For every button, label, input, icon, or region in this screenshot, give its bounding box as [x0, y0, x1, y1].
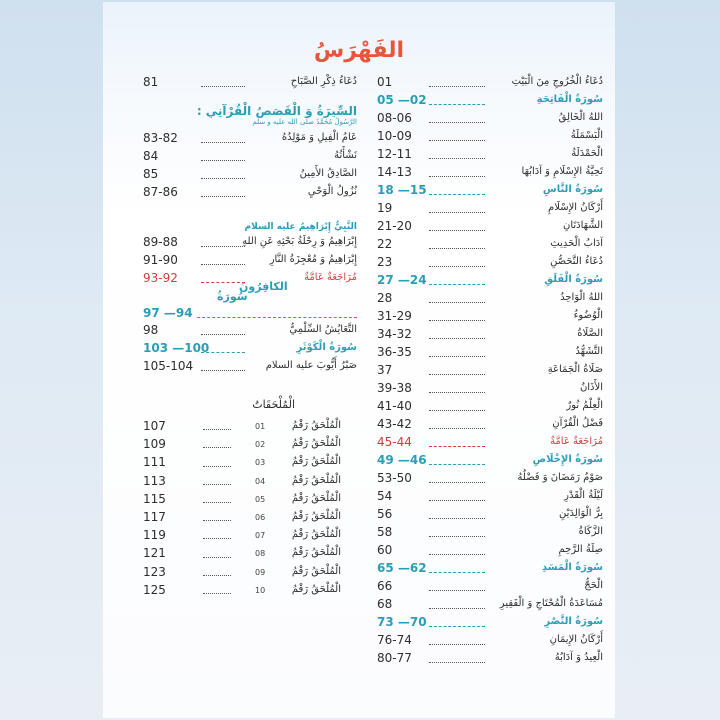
annex-row — [143, 453, 357, 471]
page-number: 05 —02 — [377, 93, 427, 107]
page-number: 01 — [377, 75, 393, 89]
sira-heading: السِّيرَةُ وَ الْقَصَصُ الْقُرْآنِي : — [196, 104, 357, 118]
toc-row — [371, 254, 603, 272]
toc-row — [371, 416, 603, 434]
page-number: 91-90 — [143, 253, 178, 267]
entry-title: سُورَةُ الإِخْلَاصِ — [532, 454, 603, 465]
kafirun-entry — [143, 280, 357, 322]
leader-dots — [429, 482, 485, 483]
kafirun-pages: 97 —94 — [143, 306, 193, 320]
sira-subheading: الرَّسُولُ مُحَمَّدٌ صلى الله عليه و سلم — [252, 118, 357, 126]
toc-row — [371, 110, 603, 128]
toc-row — [371, 308, 603, 326]
toc-row — [371, 146, 603, 164]
leader-dots — [201, 264, 245, 265]
page-number: 53-50 — [377, 471, 412, 485]
annex-number: 05 — [255, 494, 266, 504]
leader-dots — [429, 536, 485, 537]
page-title: الفَهْرَسُ — [313, 38, 405, 63]
entry-title: اللهُ الْخَالِقُ — [558, 112, 603, 123]
toc-row — [371, 506, 603, 524]
entry-title: مُرَاجَعَةٌ عَامَّةٌ — [550, 436, 603, 447]
annex-row — [143, 526, 357, 544]
entry-title: الْمُلْحَقُ رَقْمُ — [291, 565, 341, 577]
leader-dots — [429, 266, 485, 267]
entry-title: الْمُلْحَقُ رَقْمُ — [291, 583, 341, 595]
annex-number: 07 — [255, 531, 266, 541]
entry-title: سُورَةُ الْمَسَدِ — [541, 562, 603, 573]
page-number: 49 —46 — [377, 453, 427, 467]
leader-dots — [203, 466, 231, 467]
page-number: 28 — [377, 291, 393, 305]
leader-dots — [429, 140, 485, 141]
leader-dots — [201, 160, 245, 161]
entry-title: الْمُلْحَقُ رَقْمُ — [291, 547, 341, 559]
toc-row — [371, 326, 603, 344]
annex-number: 02 — [255, 440, 266, 450]
entry-title: سُورَةُ الْكَوْثَرِ — [296, 342, 357, 353]
annex-number: 06 — [255, 512, 266, 522]
toc-row — [371, 362, 603, 380]
page-number: 89-88 — [143, 235, 178, 249]
entry-title: لَيْلَةُ الْقَدْرِ — [564, 490, 603, 501]
toc-row — [143, 74, 357, 92]
kafirun-label-b: الكافِرُونَ — [239, 280, 288, 293]
leader-dots — [429, 230, 485, 231]
page-number: 107 — [143, 419, 166, 433]
page-number: 60 — [377, 543, 393, 557]
entry-title: سُورَةُ الْفَاتِحَةِ — [536, 94, 603, 105]
page-number: 08-06 — [377, 111, 412, 125]
leader-dots — [429, 590, 485, 591]
leader-dots — [201, 246, 245, 247]
entry-title: مُرَاجَعَةٌ عَامَّةٌ — [304, 272, 357, 283]
entry-title: نَشْأَتُهُ — [334, 150, 357, 161]
entry-title: فَضْلُ الْقُرْآنِ — [552, 418, 603, 429]
leader-dots — [429, 194, 485, 195]
entry-title: سُورَةُ النَّصْرِ — [544, 616, 603, 627]
page-number: 119 — [143, 528, 166, 543]
page-number: 121 — [143, 546, 166, 561]
leader-dots — [429, 518, 485, 519]
leader-dots — [201, 196, 245, 197]
entry-title: الْمُلْحَقُ رَقْمُ — [291, 529, 341, 541]
entry-title: إِبْرَاهِيمُ وَ مُعْجِزَةُ النَّارِ — [269, 254, 357, 265]
leader-dots — [429, 554, 485, 555]
leader-dots — [429, 608, 485, 609]
leader-dots — [429, 572, 485, 573]
toc-row — [371, 218, 603, 236]
toc-row — [371, 344, 603, 362]
page-number: 80-77 — [377, 651, 412, 665]
toc-row — [371, 632, 603, 650]
leader-dots — [429, 662, 485, 663]
page-number: 14-13 — [377, 165, 412, 179]
page-number: 115 — [143, 491, 166, 506]
entry-title: تَحِيَّةُ الإِسْلَامِ وَ آدَابُهَا — [521, 166, 603, 177]
entry-title: دُعَاءُ ذِكْرِ الصَّبَاحِ — [290, 76, 357, 87]
annex-row — [143, 472, 357, 490]
page-number: 31-29 — [377, 309, 412, 323]
page-number: 76-74 — [377, 633, 412, 647]
page-number: 81 — [143, 75, 159, 89]
page-number: 43-42 — [377, 417, 412, 431]
kafirun-leader — [197, 317, 357, 318]
annex-number: 10 — [255, 585, 266, 595]
leader-dots — [429, 86, 485, 87]
entry-title: الْبَسْمَلَةُ — [570, 130, 603, 141]
page-number: 84 — [143, 149, 159, 163]
page-number: 21-20 — [377, 219, 412, 233]
toc-left-column — [143, 74, 357, 599]
page-number: 58 — [377, 525, 393, 539]
page-number: 117 — [143, 509, 166, 524]
annex-number: 01 — [255, 422, 266, 431]
leader-dots — [429, 464, 485, 465]
leader-dots — [429, 338, 485, 339]
leader-dots — [201, 352, 245, 353]
leader-dots — [201, 370, 245, 371]
leader-dots — [429, 410, 485, 411]
toc-right-column — [371, 74, 603, 668]
page-number: 125 — [143, 582, 166, 597]
leader-dots — [429, 356, 485, 357]
toc-row — [371, 524, 603, 542]
leader-dots — [429, 212, 485, 213]
leader-dots — [203, 429, 231, 430]
entry-title: التَّشَهُّدُ — [575, 346, 603, 357]
leader-dots — [429, 500, 485, 501]
page-number: 22 — [377, 237, 393, 251]
entry-title: الْمُلْحَقُ رَقْمُ — [291, 438, 341, 450]
page-number: 73 —70 — [377, 615, 427, 629]
leader-dots — [203, 557, 231, 558]
toc-row — [371, 470, 603, 488]
entry-title: الْمُلْحَقُ رَقْمُ — [291, 510, 341, 522]
entry-title: صِلَةُ الرَّحِمِ — [558, 544, 603, 555]
entry-title: أَرْكَانُ الإِيمَانِ — [549, 634, 603, 645]
entry-title: إِبْرَاهِيمُ وَ رِحْلَةُ بَحْثِهِ عَنِ اللهِ — [242, 236, 357, 247]
entry-title: الأَذَانُ — [579, 382, 603, 393]
leader-dots — [201, 86, 245, 87]
page-number: 113 — [143, 473, 166, 488]
page-number: 19 — [377, 201, 393, 215]
toc-row — [371, 74, 603, 92]
toc-row — [371, 128, 603, 146]
toc-row — [143, 130, 357, 148]
annex-heading: الْمُلْحَقَاتُ — [252, 398, 295, 411]
leader-dots — [203, 447, 231, 448]
leader-dots — [203, 575, 231, 576]
toc-row — [371, 236, 603, 254]
leader-dots — [201, 178, 245, 179]
entry-title: الْمُلْحَقُ رَقْمُ — [291, 420, 341, 431]
toc-row — [371, 380, 603, 398]
page-number: 105-104 — [143, 359, 194, 373]
toc-surah-row — [143, 340, 357, 358]
annex-number: 03 — [255, 458, 266, 468]
leader-dots — [429, 644, 485, 645]
page-number: 56 — [377, 507, 393, 521]
toc-row — [371, 164, 603, 182]
toc-surah-row — [371, 452, 603, 470]
page-number: 41-40 — [377, 399, 412, 413]
leader-dots — [429, 176, 485, 177]
toc-row — [371, 542, 603, 560]
leader-dots — [429, 626, 485, 627]
page-number: 23 — [377, 255, 393, 269]
leader-dots — [429, 158, 485, 159]
toc-row — [371, 488, 603, 506]
entry-title: مُسَاعَدَةُ الْمُحْتَاجِ وَ الْفَقِيرِ — [499, 598, 603, 609]
toc-row — [143, 322, 357, 340]
toc-page — [103, 2, 615, 718]
leader-dots — [429, 446, 485, 447]
page-number: 83-82 — [143, 131, 178, 145]
page-number: 65 —62 — [377, 561, 427, 575]
page-number: 98 — [143, 323, 159, 337]
leader-dots — [429, 374, 485, 375]
entry-title: اللهُ الْوَاحِدُ — [560, 292, 603, 303]
annex-number: 08 — [255, 549, 266, 559]
toc-row — [143, 166, 357, 184]
toc-row — [371, 290, 603, 308]
annex-row — [143, 508, 357, 526]
leader-dots — [201, 142, 245, 143]
page-number: 10-09 — [377, 129, 412, 143]
entry-title: التَّعَايُشُ السِّلْمِيُّ — [289, 324, 357, 335]
leader-dots — [429, 284, 485, 285]
page-number: 87-86 — [143, 185, 178, 199]
entry-title: دُعَاءُ التَّحَصُّنِ — [550, 256, 603, 267]
annex-number: 09 — [255, 567, 266, 577]
toc-surah-row — [371, 182, 603, 200]
entry-title: الْمُلْحَقُ رَقْمُ — [291, 492, 341, 504]
page-number: 39-38 — [377, 381, 412, 395]
toc-row — [143, 184, 357, 202]
entry-title: صَلَاةُ الْجَمَاعَةِ — [547, 364, 603, 375]
leader-dots — [203, 520, 231, 521]
toc-row — [371, 650, 603, 668]
entry-title: آدَابُ الْحَدِيثِ — [550, 238, 603, 249]
toc-row — [143, 148, 357, 166]
entry-title: نُزُولُ الْوَحْيِ — [307, 186, 357, 197]
entry-title: الشَّهَادَتَانِ — [562, 220, 603, 231]
toc-surah-row — [371, 272, 603, 290]
annex-row — [143, 581, 357, 599]
entry-title: الْعِيدُ وَ آدَابُهُ — [554, 652, 603, 663]
page-number: 12-11 — [377, 147, 412, 161]
annex-row — [143, 490, 357, 508]
leader-dots — [203, 484, 231, 485]
page-number: 18 —15 — [377, 183, 427, 197]
annex-row — [143, 544, 357, 562]
entry-title: الْحَجُّ — [584, 580, 603, 591]
entry-title: أَرْكَانُ الإِسْلَامِ — [548, 202, 603, 213]
entry-title: صَبْرُ أَيُّوبَ عليه السلام — [265, 360, 357, 371]
leader-dots — [429, 248, 485, 249]
kafirun-label-a: سُورَةُ — [217, 290, 248, 303]
page-number: 103 —100 — [143, 341, 210, 355]
entry-title: صَوْمُ رَمَضَانَ وَ فَضْلُهُ — [517, 472, 603, 483]
toc-row — [371, 596, 603, 614]
leader-dots — [429, 320, 485, 321]
ibrahim-heading: النَّبِيُّ إِبْرَاهِيمُ عليه السلام — [244, 222, 357, 232]
entry-title: دُعَاءُ الْخُرُوجِ مِنَ الْبَيْتِ — [511, 76, 603, 87]
entry-title: سُورَةُ النَّاسِ — [542, 184, 603, 195]
toc-row — [143, 234, 357, 252]
entry-title: الْوُضُوءُ — [573, 310, 603, 321]
entry-title: الْعِلْمُ نُورٌ — [566, 400, 603, 411]
toc-surah-row — [371, 560, 603, 578]
page-number: 68 — [377, 597, 393, 611]
annex-row — [143, 417, 357, 435]
page-number: 123 — [143, 564, 166, 579]
toc-surah-row — [371, 614, 603, 632]
page-number: 34-32 — [377, 327, 412, 341]
toc-surah-row — [371, 92, 603, 110]
page-number: 66 — [377, 579, 393, 593]
toc-row — [143, 252, 357, 270]
page-number: 93-92 — [143, 271, 178, 285]
page-number: 111 — [143, 455, 166, 470]
annex-row — [143, 435, 357, 453]
page-number: 37 — [377, 363, 393, 377]
leader-dots — [429, 104, 485, 105]
page-number: 45-44 — [377, 435, 412, 449]
leader-dots — [429, 392, 485, 393]
entry-title: الْحَمْدَلَةُ — [571, 148, 603, 159]
toc-row — [371, 200, 603, 218]
page-number: 36-35 — [377, 345, 412, 359]
leader-dots — [203, 502, 231, 503]
toc-row — [143, 358, 357, 376]
entry-title: الْمُلْحَقُ رَقْمُ — [291, 456, 341, 468]
page-number: 27 —24 — [377, 273, 427, 287]
entry-title: عَامُ الْفِيلِ وَ مَوْلِدُهُ — [281, 132, 357, 143]
page-number: 109 — [143, 437, 166, 452]
annex-row — [143, 563, 357, 581]
entry-title: الْمُلْحَقُ رَقْمُ — [291, 474, 341, 486]
leader-dots — [201, 334, 245, 335]
entry-title: بِرُّ الْوَالِدَيْنِ — [559, 508, 603, 519]
leader-dots — [429, 428, 485, 429]
entry-title: الصَّادِقُ الأَمِينُ — [299, 168, 357, 179]
toc-row — [371, 578, 603, 596]
page-number: 85 — [143, 167, 159, 181]
entry-title: الصَّلَاةُ — [577, 328, 603, 339]
annex-number: 04 — [255, 476, 266, 486]
toc-row — [371, 398, 603, 416]
page-number: 54 — [377, 489, 393, 503]
leader-dots — [203, 593, 231, 594]
leader-dots — [429, 122, 485, 123]
leader-dots — [203, 538, 231, 539]
toc-review-row — [371, 434, 603, 452]
entry-title: الزَّكَاةُ — [578, 526, 603, 537]
leader-dots — [429, 302, 485, 303]
entry-title: سُورَةُ الْفَلَقِ — [544, 274, 603, 285]
